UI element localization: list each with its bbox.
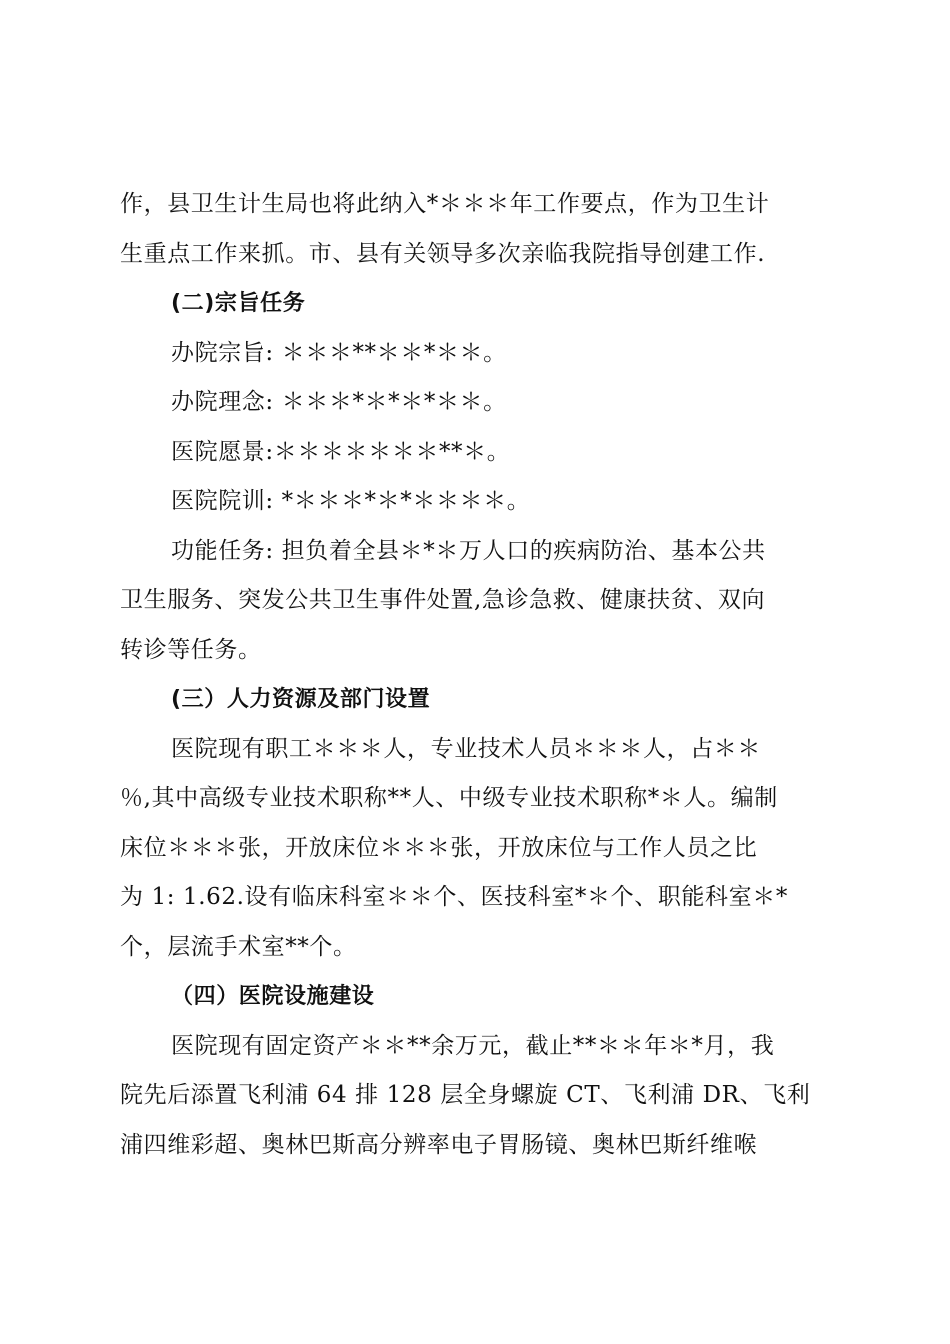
document-body <box>120 180 832 1170</box>
heading-text: （四）医院设施建设 <box>171 984 375 1009</box>
text-line: 医院愿景:＊＊＊＊＊＊＊**＊。 <box>171 438 511 465</box>
text-line: 为 1: 1.62.设有临床科室＊＊个、医技科室*＊个、职能科室＊* <box>120 884 788 910</box>
paragraph-staffing <box>120 725 832 973</box>
text-line: 生重点工作来抓。市、县有关领导多次亲临我院指导创建工作. <box>120 240 766 267</box>
paragraph-philosophy <box>120 378 832 428</box>
paragraph-vision <box>120 428 832 478</box>
text-line: 院先后添置飞利浦 64 排 128 层全身螺旋 CT、飞利浦 DR、飞利 <box>120 1082 811 1108</box>
text-line: 医院院训: *＊＊＊*＊*＊＊＊＊。 <box>171 488 531 514</box>
paragraph-purpose <box>120 329 832 379</box>
paragraph-motto <box>120 477 832 527</box>
text-line: 转诊等任务。 <box>120 636 262 663</box>
text-line: 个，层流手术室**个。 <box>120 933 357 960</box>
text-line: 浦四维彩超、奥林巴斯高分辨率电子胃肠镜、奥林巴斯纤维喉 <box>120 1131 758 1158</box>
text-line: ％,其中高级专业技术职称**人、中级专业技术职称*＊人。编制 <box>120 785 778 811</box>
paragraph-intro-continued <box>120 180 832 279</box>
text-line: 办院理念: ＊＊＊*＊*＊*＊＊。 <box>171 389 507 415</box>
text-line: 办院宗旨: ＊＊＊**＊＊*＊＊。 <box>171 339 507 366</box>
text-line: 作，县卫生计生局也将此纳入*＊＊＊年工作要点，作为卫生计 <box>120 191 770 217</box>
text-line: 功能任务: 担负着全县＊*＊万人口的疾病防治、基本公共 <box>171 537 766 564</box>
heading-text: (三）人力资源及部门设置 <box>171 687 431 712</box>
text-line: 医院现有固定资产＊＊**余万元，截止**＊＊年＊*月，我 <box>171 1032 775 1059</box>
heading-text: (二)宗旨任务 <box>171 291 306 316</box>
section-heading-purpose <box>120 279 832 329</box>
section-heading-facilities <box>120 972 832 1022</box>
paragraph-functions <box>120 527 832 676</box>
section-heading-staffing <box>120 675 832 725</box>
text-line: 床位＊＊＊张，开放床位＊＊＊张，开放床位与工作人员之比 <box>120 834 758 861</box>
text-line: 医院现有职工＊＊＊人，专业技术人员＊＊＊人，占＊＊ <box>171 735 761 762</box>
paragraph-facilities <box>120 1022 832 1171</box>
text-line: 卫生服务、突发公共卫生事件处置,急诊急救、健康扶贫、双向 <box>120 587 766 613</box>
